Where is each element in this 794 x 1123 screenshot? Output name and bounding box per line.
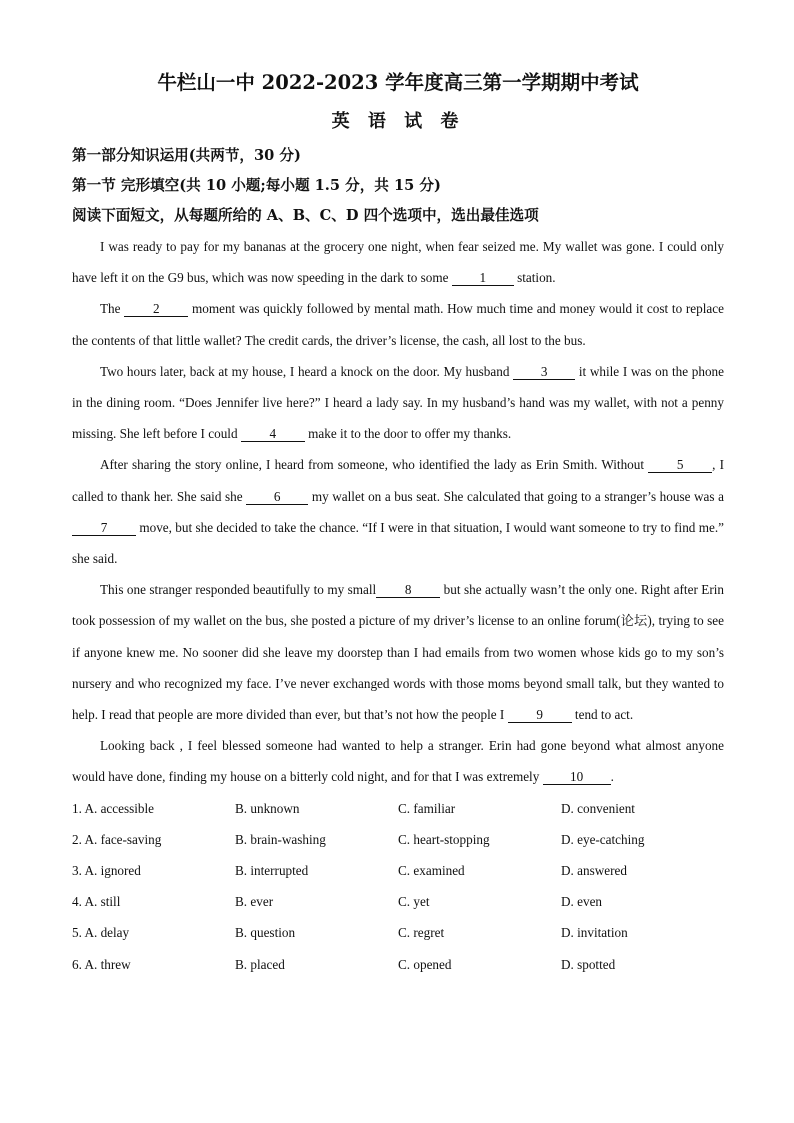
option-a: 3. A. ignored	[72, 863, 141, 879]
text-segment: tend to act.	[571, 707, 634, 723]
blank-9: 9	[508, 707, 572, 723]
option-d: D. spotted	[561, 956, 616, 972]
option-d: D. invitation	[561, 925, 628, 941]
option-b: B. ever	[235, 894, 274, 910]
option-b: B. brain-washing	[235, 831, 326, 847]
option-b: B. question	[235, 925, 296, 941]
text-segment: .	[610, 769, 614, 785]
exam-page	[72, 66, 724, 980]
exam-title: 牛栏山一中 2022-2023 学年度高三第一学期期中考试	[157, 71, 639, 94]
blank-8: 8	[376, 582, 440, 598]
passage-paragraph-6	[72, 730, 724, 792]
option-d: D. even	[561, 894, 603, 910]
option-c: C. examined	[398, 863, 465, 879]
text-segment: move, but she decided to take the chance. “If I were in that situation, I would want someone to try to find me.” she said.	[72, 519, 724, 567]
question-1-options	[72, 793, 724, 824]
option-b: B. unknown	[235, 800, 300, 816]
question-3-options	[72, 855, 724, 886]
text-segment: The	[100, 301, 125, 317]
option-c: C. familiar	[398, 800, 456, 816]
blank-7: 7	[72, 520, 136, 536]
question-2-options	[72, 824, 724, 855]
blank-2: 2	[124, 301, 188, 317]
option-d: D. convenient	[561, 800, 635, 816]
option-c: C. heart-stopping	[398, 831, 490, 847]
blank-1: 1	[452, 270, 514, 286]
exam-subtitle: 英 语 试 卷	[331, 111, 465, 132]
option-d: D. answered	[561, 863, 627, 879]
question-5-options	[72, 917, 724, 948]
passage-paragraph-2	[72, 293, 724, 355]
blank-10: 10	[543, 769, 611, 785]
text-segment: but she actually wasn’t the only one. Right after Erin took possession of my wallet on the bus, she posted a picture of my driver’s license to an online forum(论坛), trying to see if anyone knew me. No sooner did she leave my doorstep than I had emails from two women whose kids go to my son’s nursery and who recognized my face. I’ve never exchanged words with those moms beyond small talk, but they wanted to help. I read that people are more divided than ever, but that’s not how the people I	[72, 582, 725, 723]
option-a: 4. A. still	[72, 894, 121, 910]
text-segment: station.	[513, 270, 556, 286]
subsection-heading: 第一节 完形填空(共 10 小题;每小题 1.5 分，共 15 分)	[72, 177, 441, 194]
text-segment: I was ready to pay for my bananas at the grocery one night, when fear seized me. My wallet was gone. I could only have left it on the G9 bus, which was now speeding in the dark to some	[72, 239, 724, 286]
option-a: 6. A. threw	[72, 956, 131, 972]
passage-paragraph-5	[72, 574, 724, 730]
option-c: C. yet	[398, 894, 430, 910]
answer-options	[72, 793, 724, 980]
text-segment: , I called to thank her. She said she	[72, 457, 724, 504]
question-4-options	[72, 886, 724, 917]
option-b: B. interrupted	[235, 863, 309, 879]
option-a: 5. A. delay	[72, 925, 130, 941]
text-segment: Two hours later, back at my house, I heard a knock on the door. My husband	[100, 363, 514, 379]
text-segment: Looking back , I feel blessed someone had wanted to help a stranger. Erin had gone beyond what almost anyone would have done, finding my house on a bitterly cold night, and for that I was extremely	[72, 738, 724, 785]
question-6-options	[72, 949, 724, 980]
text-segment: After sharing the story online, I heard from someone, who identified the lady as Erin Smith. Without	[100, 457, 649, 473]
option-b: B. placed	[235, 956, 285, 972]
option-c: C. opened	[398, 956, 452, 972]
blank-3: 3	[513, 364, 575, 380]
option-c: C. regret	[398, 925, 445, 941]
option-a: 2. A. face-saving	[72, 831, 162, 847]
instruction-heading: 阅读下面短文，从每题所给的 A、B、C、D 四个选项中，选出最佳选项	[72, 207, 539, 224]
passage-paragraph-4	[72, 449, 724, 574]
part-heading: 第一部分知识运用(共两节，30 分)	[72, 147, 301, 164]
text-segment: This one stranger responded beautifully to my small	[100, 582, 377, 598]
text-segment: moment was quickly followed by mental math. How much time and money would it cost to replace the contents of that little wallet? The credit cards, the driver’s license, the cash, all lost to the bus.	[72, 301, 724, 348]
blank-5: 5	[648, 457, 712, 473]
passage-paragraph-1	[72, 231, 724, 293]
blank-6: 6	[246, 489, 308, 505]
blank-4: 4	[241, 426, 305, 442]
text-segment: it while I was on the phone in the dining room. “Does Jennifer live here?” I heard a lady say. In my husband’s hand was my wallet, with not a penny missing. She left before I could	[72, 363, 724, 442]
text-segment: make it to the door to offer my thanks.	[304, 426, 512, 442]
option-a: 1. A. accessible	[72, 800, 155, 816]
passage-paragraph-3	[72, 356, 724, 450]
option-d: D. eye-catching	[561, 831, 645, 847]
text-segment: my wallet on a bus seat. She calculated that going to a stranger’s house was a	[308, 488, 724, 504]
